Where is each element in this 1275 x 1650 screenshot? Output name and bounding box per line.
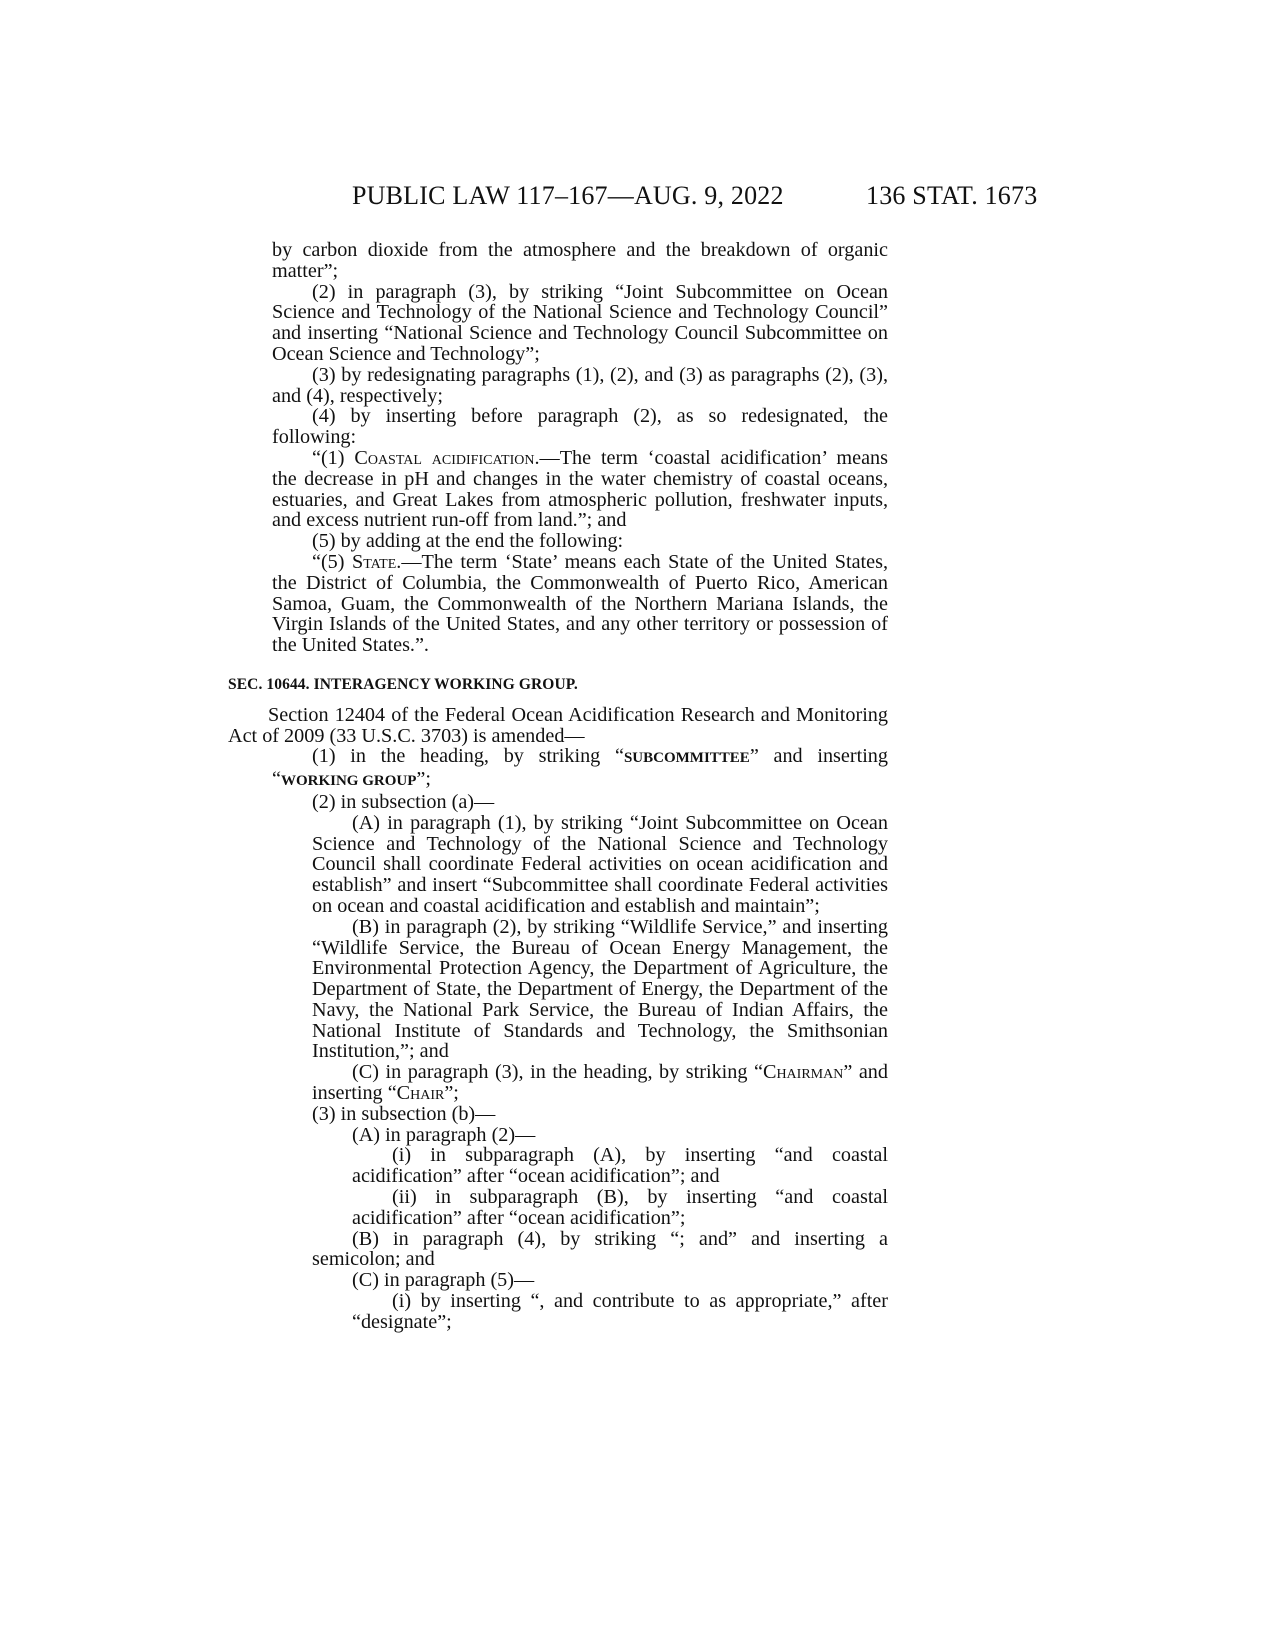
amendment-b-paragraph-2: (A) in paragraph (2)— bbox=[352, 1123, 536, 1146]
page-body bbox=[228, 240, 888, 1333]
amendment-a-paragraph-2: (B) in paragraph (2), by striking “Wildlife Service,” and inserting “Wildlife Service, the Bureau of Ocean Energy Management, the Environmental Protection Agency, the Department of Agriculture, the Department of State, the Department of Energy, the Department of the Navy, the National Park Service, the Bureau of Indian Affairs, the National Institute of Standards and Technology, the Smithsonian Institution,”; and bbox=[312, 915, 888, 1063]
amendment-b-2-subparagraph-i: (i) in subparagraph (A), by inserting “and coastal acidification” after “ocean acidification”; and bbox=[352, 1144, 888, 1188]
amendment-b-5-subparagraph-i: (i) by inserting “, and contribute to as appropriate,” after “designate”; bbox=[352, 1290, 888, 1333]
section-intro: Section 12404 of the Federal Ocean Acidification Research and Monitoring Act of 2009 (33 U.S.C. 3703) is amended— bbox=[228, 703, 888, 747]
paragraph-amendment-5: (5) by adding at the end the following: bbox=[312, 530, 624, 553]
definition-coastal-acidification: “(1) Coastal acidification.—The term ‘coastal acidification’ means the decrease in pH and changes in the water chemistry of coastal oceans, estuaries, and Great Lakes from atmospheric pollution, freshwater inputs, and excess nutrient run-off from land.”; and bbox=[272, 446, 888, 532]
paragraph-continuation: by carbon dioxide from the atmosphere and the breakdown of organic matter”; bbox=[272, 239, 888, 282]
paragraph-amendment-3: (3) by redesignating paragraphs (1), (2), and (3) as paragraphs (2), (3), and (4), respectively; bbox=[272, 363, 888, 407]
defined-term: State bbox=[351, 550, 397, 573]
amendment-subsection-b: (3) in subsection (b)— bbox=[312, 1102, 496, 1125]
page-stat-number: 136 STAT. 1673 bbox=[866, 181, 1038, 210]
amendment-heading: (1) in the heading, by striking “SUBCOMMITTEE” and inserting “WORKING GROUP”; bbox=[272, 745, 888, 791]
section-heading: SEC. 10644. INTERAGENCY WORKING GROUP. bbox=[228, 675, 578, 693]
defined-term: Coastal acidification bbox=[354, 446, 535, 469]
amendment-a-paragraph-3: (C) in paragraph (3), in the heading, by striking “Chairman” and inserting “Chair”; bbox=[312, 1061, 888, 1105]
paragraph-amendment-2: (2) in paragraph (3), by striking “Joint Subcommittee on Ocean Science and Technology of the National Science and Technology Council” and inserting “National Science and Technology Council Subcommittee on Ocean Science and Technology”; bbox=[272, 280, 888, 365]
amendment-a-paragraph-1: (A) in paragraph (1), by striking “Joint Subcommittee on Ocean Science and Technology of the National Science and Technology Council shall coordinate Federal activities on ocean acidification and establish” and insert “Subcommittee shall coordinate Federal activities on ocean and coastal acidification and establish and maintain”; bbox=[312, 811, 888, 917]
paragraph-amendment-4: (4) by inserting before paragraph (2), as so redesignated, the following: bbox=[272, 405, 888, 449]
amendment-b-paragraph-5: (C) in paragraph (5)— bbox=[352, 1269, 535, 1292]
amendment-b-paragraph-4: (B) in paragraph (4), by striking “; and” and inserting a semicolon; and bbox=[312, 1227, 888, 1271]
amendment-b-2-subparagraph-ii: (ii) in subparagraph (B), by inserting “and coastal acidification” after “ocean acidification”; bbox=[352, 1186, 888, 1229]
definition-state: “(5) State.—The term ‘State’ means each State of the United States, the District of Columbia, the Commonwealth of Puerto Rico, American Samoa, Guam, the Commonwealth of the Northern Mariana Islands, the Virgin Islands of the United States, and any other territory or possession of the United States.”. bbox=[272, 550, 889, 657]
amendment-subsection-a: (2) in subsection (a)— bbox=[312, 790, 495, 813]
running-header-title: PUBLIC LAW 117–167—AUG. 9, 2022 bbox=[352, 181, 784, 210]
